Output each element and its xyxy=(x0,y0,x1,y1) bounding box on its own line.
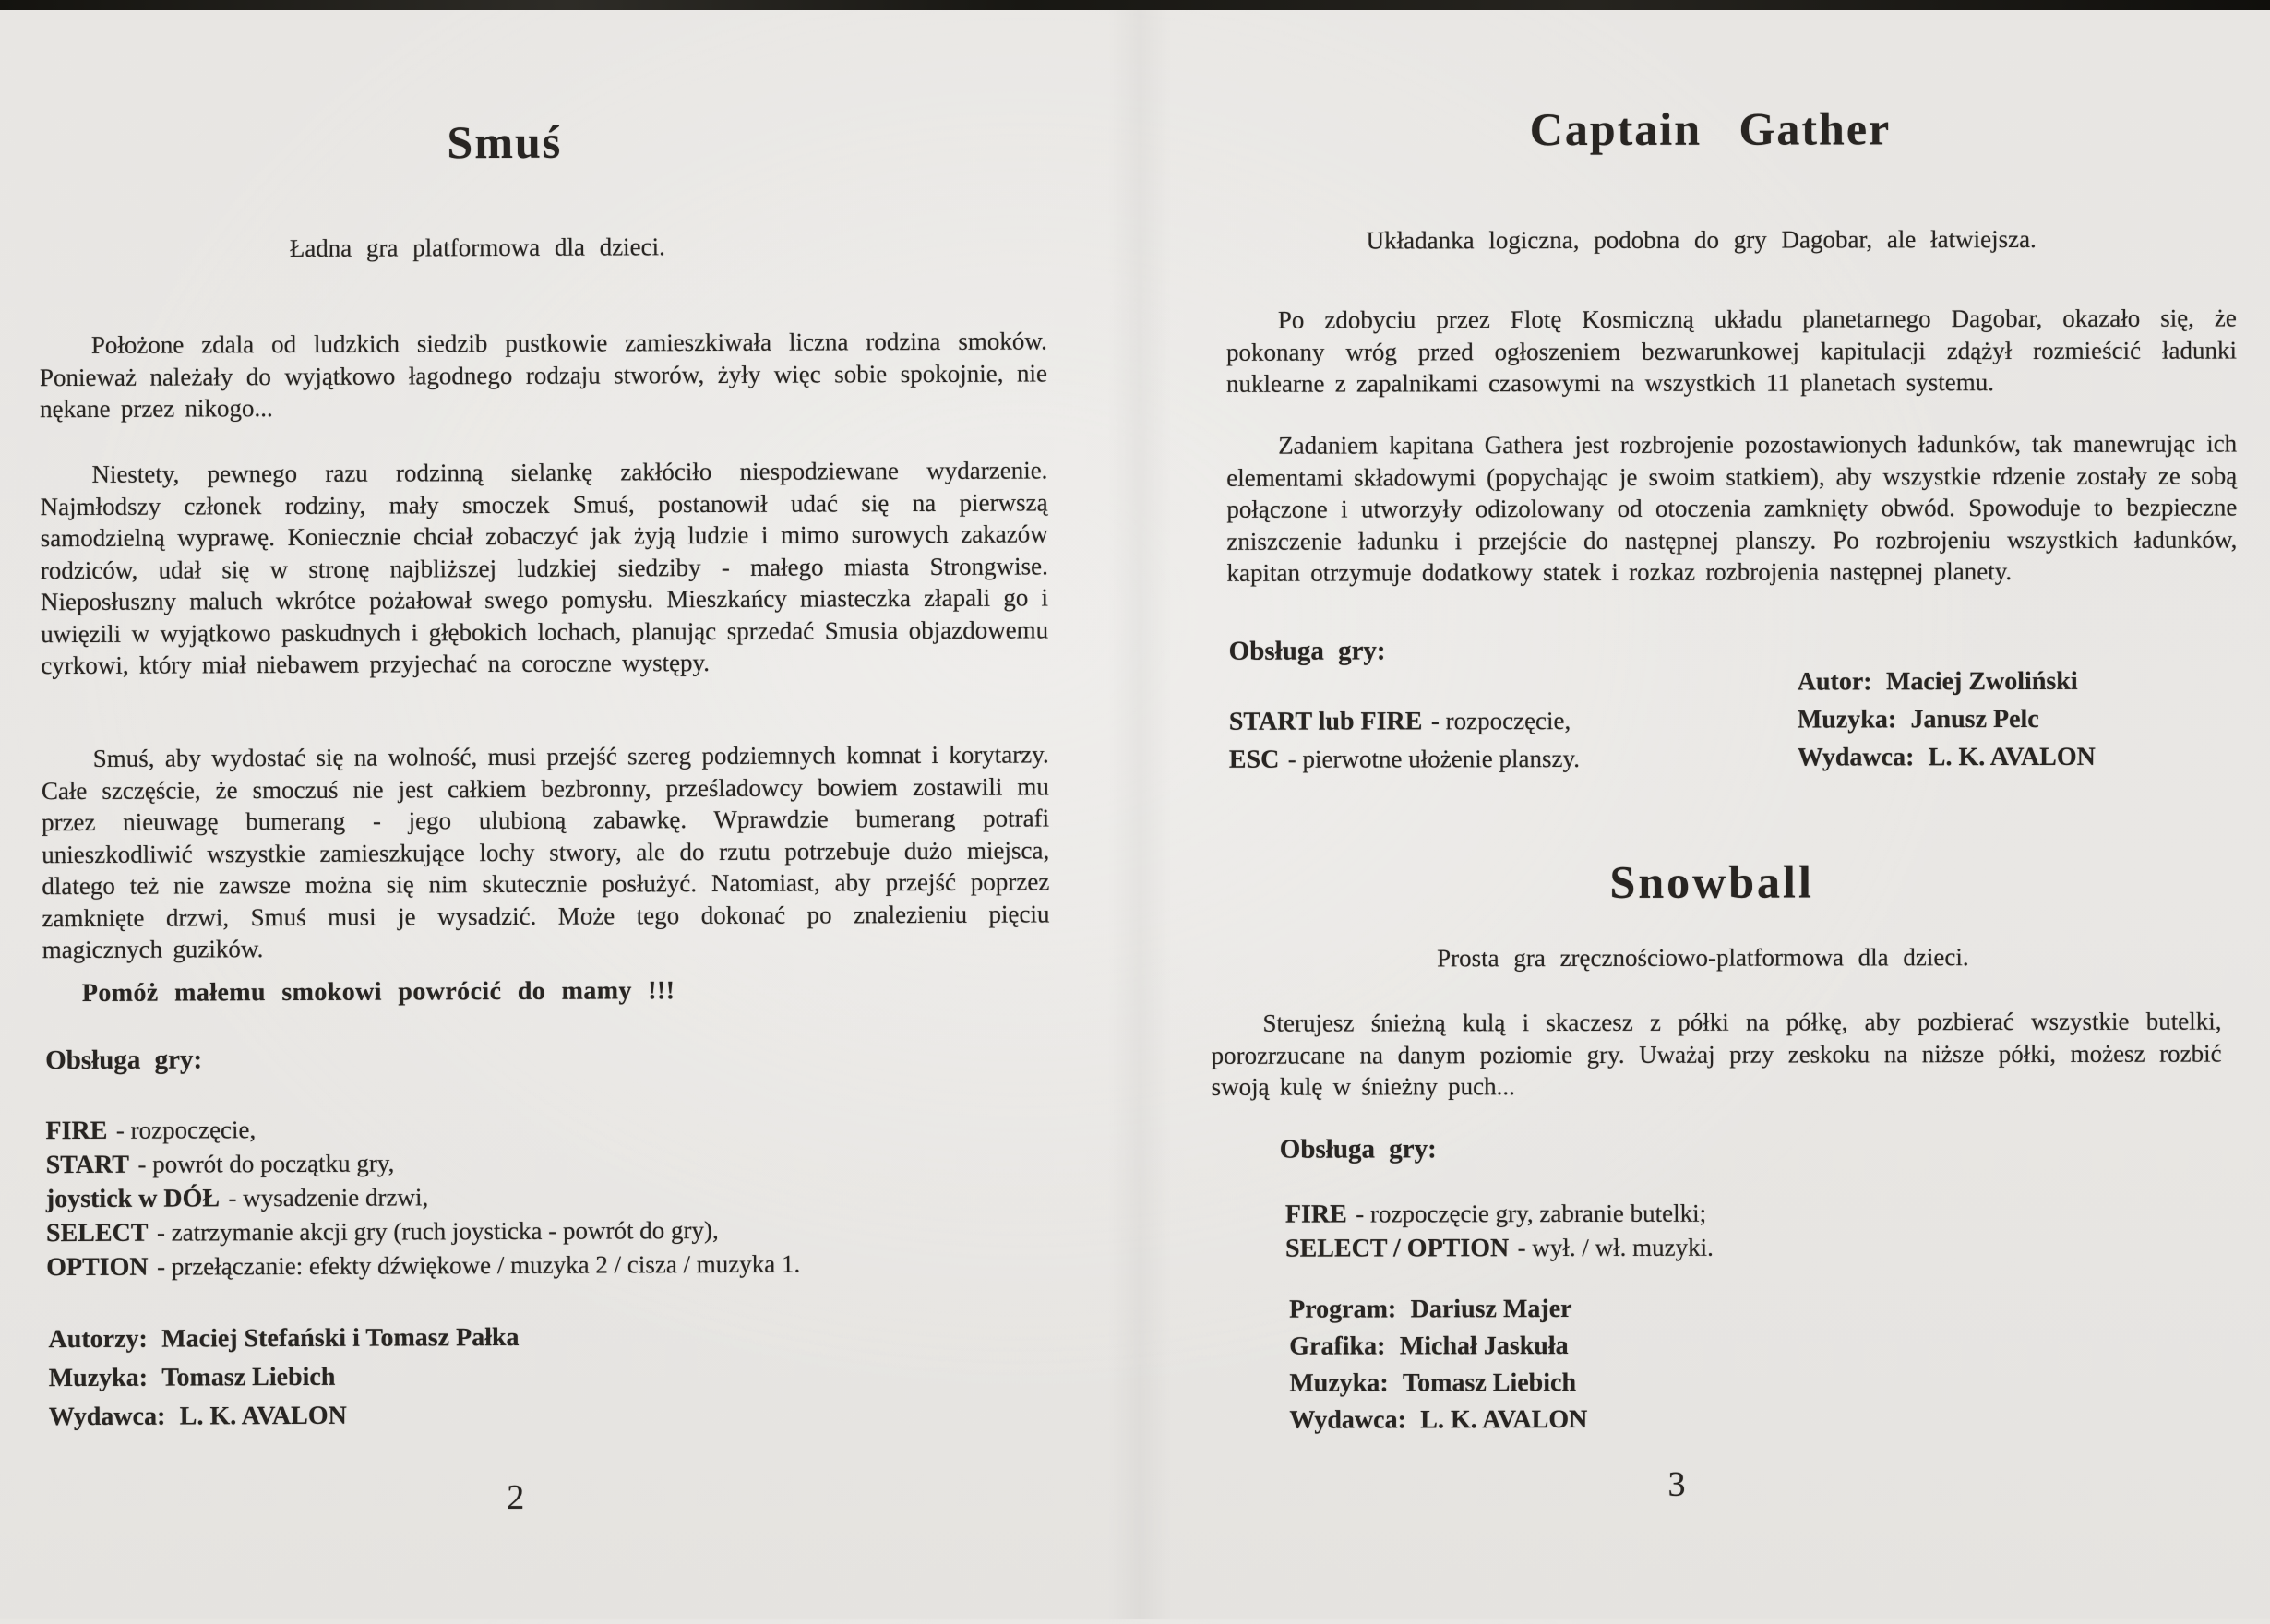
control-line xyxy=(1229,740,1580,779)
credit-line xyxy=(1289,1291,1587,1329)
control-key: OPTION xyxy=(46,1252,149,1283)
body-paragraph: Sterujesz śnieżną kulą i skaczesz z półki na półkę, aby pozbierać wszystkie butelki, porozrzucane na danym poziomie gry. Uważaj przy zeskoku na niższe półki, możesz rozbić swoją kulę w śnieżny puch... xyxy=(1211,1007,2222,1101)
credits-block xyxy=(1289,1291,1587,1439)
page-title: Captain Gather xyxy=(1529,102,1892,156)
credit-value: Maciej Stefański i Tomasz Pałka xyxy=(161,1322,520,1354)
controls-heading: Obsługa gry: xyxy=(45,1045,203,1076)
credit-value: Dariusz Majer xyxy=(1410,1295,1572,1324)
control-desc: - przełączanie: efekty dźwiękowe / muzyka 2 / cisza / muzyka 1. xyxy=(156,1249,801,1281)
credit-label: Program: xyxy=(1289,1295,1397,1324)
game-title: Snowball xyxy=(1609,855,1814,908)
game-subtitle: Układanka logiczna, podobna do gry Dagobar, ale łatwiejsza. xyxy=(1366,224,2037,255)
controls-list xyxy=(1285,1197,1714,1266)
credit-value: Tomasz Liebich xyxy=(1402,1368,1577,1398)
control-line xyxy=(1285,1197,1714,1232)
credit-label: Grafika: xyxy=(1289,1331,1386,1361)
credits-block xyxy=(1798,663,2096,777)
credit-value: L. K. AVALON xyxy=(1420,1404,1588,1435)
credit-label: Muzyka: xyxy=(1797,705,1897,734)
control-desc: - zatrzymanie akcji gry (ruch joysticka - powrót do gry), xyxy=(156,1215,719,1247)
controls-heading: Obsługa gry: xyxy=(1228,636,1386,666)
credit-value: L. K. AVALON xyxy=(179,1401,347,1431)
credit-value: L. K. AVALON xyxy=(1928,742,2096,772)
control-desc: - wył. / wł. muzyki. xyxy=(1517,1233,1714,1262)
control-desc: - powrót do początku gry, xyxy=(137,1149,395,1178)
game-subtitle: Ładna gra platformowa dla dzieci. xyxy=(289,233,665,262)
credit-line xyxy=(1798,700,2096,739)
credit-line xyxy=(1798,663,2096,701)
page-number: 3 xyxy=(1667,1464,1686,1504)
control-key: START lub FIRE xyxy=(1228,707,1423,736)
control-desc: - wysadzenie drzwi, xyxy=(228,1183,429,1212)
body-paragraph: Smuś, aby wydostać się na wolność, musi przejść szereg podziemnych komnat i korytarzy. Całe szczęście, że smoczuś nie jest całkiem bezbronny, prześladowcy bowiem zostawili mu przez nieuwagę bumerang - jego ulubioną zabawkę. Wprawdzie bumerang potrafi unieszkodliwić wszystkie zamieszkujące lochy stwory, ale do rzutu potrzebuje dużo miejsca, dlatego też nie zawsze można się nim skutecznie posłużyć. Natomiast, aby przejść poprzez zamknięte drzwi, Smuś musi je wysadzić. Może tego dokonać po znalezieniu pięciu magicznych guzików. xyxy=(41,740,1050,964)
credit-line xyxy=(1798,738,2096,777)
control-key: FIRE xyxy=(45,1116,108,1146)
credit-value: Maciej Zwoliński xyxy=(1885,666,2078,697)
control-desc: - pierwotne ułożenie planszy. xyxy=(1287,744,1580,773)
control-key: ESC xyxy=(1228,745,1280,774)
control-key: SELECT xyxy=(45,1218,149,1248)
body-paragraph: Niestety, pewnego razu rodzinną sielankę zakłóciło niespodziewane wydarzenie. Najmłodszy członek rodziny, mały smoczek Smuś, postanowił udać się na pierwszą samodzielną wyprawę. Koniecznie chciał zobaczyć jak żyją ludzie i mimo surowych zakazów rodziców, udał się w stronę najbliższej ludzkiej siedziby - małego miasta Strongwise. Nieposłuszny maluch wkrótce pożałował swego pomysłu. Mieszkańcy miasteczka złapali go i uwięzili w wyjątkowo paskudnych i głębokich lochach, planując sprzedać Smusia objazdowemu cyrkowi, który miał niebawem przyjechać na coroczne występy. xyxy=(40,456,1049,680)
credit-label: Autorzy: xyxy=(48,1324,148,1355)
control-key: joystick w DÓŁ xyxy=(45,1184,221,1214)
control-key: START xyxy=(45,1150,130,1180)
credit-label: Wydawca: xyxy=(1797,743,1915,772)
page-number: 2 xyxy=(507,1477,525,1517)
credit-line xyxy=(1289,1328,1587,1366)
credit-line xyxy=(1289,1365,1587,1403)
control-key: SELECT / OPTION xyxy=(1284,1234,1510,1263)
page-title: Smuś xyxy=(447,115,563,169)
call-to-action: Pomóż małemu smokowi powrócić do mamy !!! xyxy=(81,976,675,1008)
credit-label: Muzyka: xyxy=(1289,1368,1389,1398)
control-desc: - rozpoczęcie gry, zabranie butelki; xyxy=(1356,1199,1707,1228)
control-desc: - rozpoczęcie, xyxy=(115,1116,257,1144)
credit-line xyxy=(1289,1402,1587,1439)
body-paragraph: Po zdobyciu przez Flotę Kosmiczną układu planetarnego Dagobar, okazało się, że pokonany wróg przed ogłoszeniem bezwarunkowej kapitulacji zdążył rozmieścić ładunki nuklearne z zapalnikami czasowymi na wszystkich 11 planetach systemu. xyxy=(1225,304,2237,398)
credit-value: Michał Jaskuła xyxy=(1399,1331,1569,1361)
credit-value: Tomasz Liebich xyxy=(161,1362,336,1392)
credit-label: Wydawca: xyxy=(48,1402,166,1432)
credit-label: Autor: xyxy=(1797,667,1872,697)
credit-label: Wydawca: xyxy=(1289,1405,1406,1435)
control-line xyxy=(1285,1231,1714,1266)
control-line xyxy=(1229,702,1580,741)
controls-list xyxy=(1229,702,1580,779)
credit-label: Muzyka: xyxy=(48,1363,149,1393)
control-key: FIRE xyxy=(1284,1200,1347,1229)
control-desc: - rozpoczęcie, xyxy=(1430,707,1571,735)
game-subtitle: Prosta gra zręcznościowo-platformowa dla dzieci. xyxy=(1437,943,1969,973)
body-paragraph: Zadaniem kapitana Gathera jest rozbrojenie pozostawionych ładunków, tak manewrując ich elementami składowymi (popychając je swoim statkiem), aby wszystkie rdzenie zostały ze sobą połączone i utworzyły odizolowany od otoczenia zamknięty obwód. Spowoduje to bezpieczne zniszczenie ładunku i przejście do następnej planszy. Po rozbrojeniu wszystkich ładunków, kapitan otrzymuje dodatkowy statek i rozkaz rozbrojenia następnej planety. xyxy=(1226,429,2238,587)
credit-value: Janusz Pelc xyxy=(1910,704,2039,734)
controls-heading: Obsługa gry: xyxy=(1279,1134,1437,1164)
body-paragraph: Położone zdala od ludzkich siedzib pustkowie zamieszkiwała liczna rodzina smoków. Ponieważ należały do wyjątkowo łagodnego rodzaju stworów, żyły więc sobie spokojnie, nie nękane przez nikogo... xyxy=(39,327,1047,424)
